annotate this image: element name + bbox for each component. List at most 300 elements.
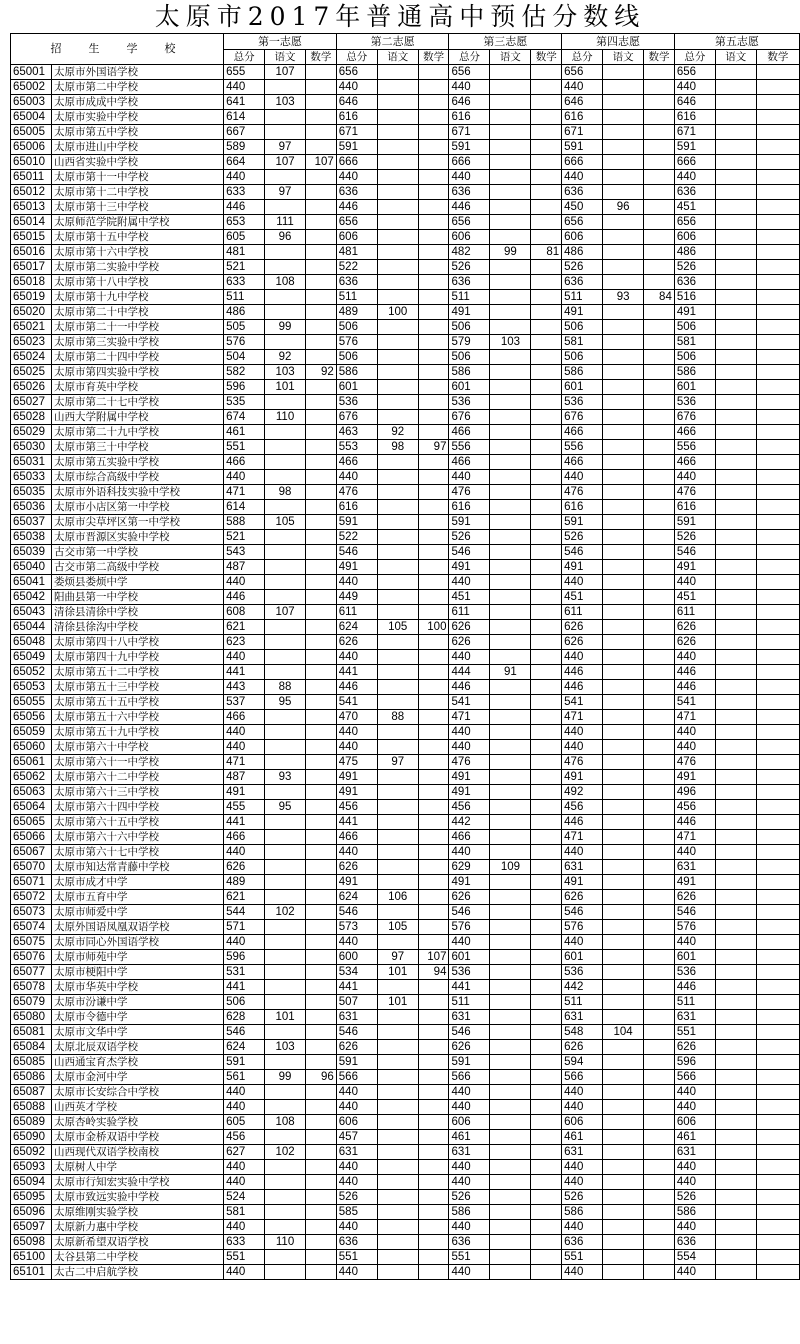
choice-5-total-score: 496 xyxy=(674,785,715,800)
choice-5-math-score xyxy=(756,290,799,305)
school-code: 65085 xyxy=(11,1055,52,1070)
school-name: 太原市第十五中学校 xyxy=(51,230,223,245)
choice-1-total-score: 608 xyxy=(224,605,265,620)
choice-4-math-score xyxy=(644,680,675,695)
choice-5-math-score xyxy=(756,530,799,545)
choice-4-math-score xyxy=(644,965,675,980)
choice-1-total-score: 466 xyxy=(224,455,265,470)
choice-5-total-score: 556 xyxy=(674,440,715,455)
choice-5-math-score xyxy=(756,680,799,695)
choice-1-total-score: 582 xyxy=(224,365,265,380)
choice-1-chinese-score xyxy=(265,575,306,590)
choice-2-total-score: 440 xyxy=(336,740,377,755)
choice-1-math-score xyxy=(306,1205,337,1220)
school-name: 太原市育英中学校 xyxy=(51,380,223,395)
choice-2-chinese-score xyxy=(377,200,418,215)
choice-3-math-score xyxy=(531,965,562,980)
choice-2-total-score: 624 xyxy=(336,620,377,635)
choice-1-math-score xyxy=(306,500,337,515)
choice-5-chinese-score xyxy=(715,800,756,815)
choice-3-total-score: 611 xyxy=(449,605,490,620)
choice-4-total-score: 446 xyxy=(562,680,603,695)
choice-1-chinese-score xyxy=(265,815,306,830)
school-code: 65004 xyxy=(11,110,52,125)
choice-5-chinese-score xyxy=(715,1130,756,1145)
school-code: 65052 xyxy=(11,665,52,680)
choice-4-math-score xyxy=(644,1205,675,1220)
choice-5-math-score xyxy=(756,1085,799,1100)
choice-3-chinese-score xyxy=(490,650,531,665)
choice-4-chinese-score xyxy=(603,830,644,845)
choice-5-math-score xyxy=(756,365,799,380)
choice-5-total-score: 616 xyxy=(674,110,715,125)
school-name: 太原市第四十八中学校 xyxy=(51,635,223,650)
choice-3-chinese-score xyxy=(490,200,531,215)
choice-4-total-score: 440 xyxy=(562,935,603,950)
choice-4-chinese-score xyxy=(603,590,644,605)
choice-5-chinese-score xyxy=(715,785,756,800)
choice-5-math-score xyxy=(756,170,799,185)
choice-5-math-score xyxy=(756,980,799,995)
choice-4-total-score: 581 xyxy=(562,335,603,350)
choice-3-math-score xyxy=(531,395,562,410)
choice-2-total-score: 440 xyxy=(336,650,377,665)
choice-4-math-score xyxy=(644,815,675,830)
school-name: 太原师范学院附属中学校 xyxy=(51,215,223,230)
table-row xyxy=(11,1070,800,1085)
choice-5-chinese-score xyxy=(715,500,756,515)
choice-3-chinese-score xyxy=(490,1205,531,1220)
choice-2-math-score xyxy=(418,1235,449,1250)
choice-1-chinese-score: 103 xyxy=(265,1040,306,1055)
choice-5-chinese-score xyxy=(715,440,756,455)
table-row xyxy=(11,305,800,320)
choice-5-chinese-score xyxy=(715,605,756,620)
choice-1-math-score xyxy=(306,830,337,845)
choice-4-total-score: 491 xyxy=(562,305,603,320)
school-code: 65006 xyxy=(11,140,52,155)
choice-4-chinese-score xyxy=(603,335,644,350)
choice-3-chinese-score xyxy=(490,470,531,485)
choice-3-math-score xyxy=(531,410,562,425)
choice-3-total-score: 471 xyxy=(449,710,490,725)
choice-2-total-score: 440 xyxy=(336,470,377,485)
table-row xyxy=(11,950,800,965)
choice-4-math-score xyxy=(644,485,675,500)
choice-5-total-score: 440 xyxy=(674,725,715,740)
choice-3-total-score: 646 xyxy=(449,95,490,110)
choice-3-math-score xyxy=(531,1070,562,1085)
school-code: 65076 xyxy=(11,950,52,965)
choice-2-total-score: 440 xyxy=(336,170,377,185)
choice-5-total-score: 626 xyxy=(674,620,715,635)
school-name: 太原市第二中学校 xyxy=(51,80,223,95)
choice-2-math-score xyxy=(418,1115,449,1130)
choice-1-math-score xyxy=(306,200,337,215)
choice-3-chinese-score xyxy=(490,410,531,425)
choice-5-chinese-score xyxy=(715,290,756,305)
choice-1-math-score xyxy=(306,515,337,530)
choice-3-math-score xyxy=(531,695,562,710)
school-code: 65041 xyxy=(11,575,52,590)
choice-4-chinese-score xyxy=(603,1055,644,1070)
school-code: 65028 xyxy=(11,410,52,425)
choice-4-chinese-score: 96 xyxy=(603,200,644,215)
choice-2-chinese-score xyxy=(377,1070,418,1085)
choice-4-chinese-score xyxy=(603,65,644,80)
choice-4-math-score xyxy=(644,1070,675,1085)
choice-2-total-score: 511 xyxy=(336,290,377,305)
choice-3-total-score: 606 xyxy=(449,230,490,245)
choice-2-chinese-score xyxy=(377,785,418,800)
choice-3-total-score: 676 xyxy=(449,410,490,425)
choice-3-math-score xyxy=(531,920,562,935)
choice-5-total-score: 676 xyxy=(674,410,715,425)
choice-5-math-score xyxy=(756,410,799,425)
choice-1-chinese-score xyxy=(265,845,306,860)
table-row xyxy=(11,125,800,140)
choice-2-chinese-score xyxy=(377,80,418,95)
choice-1-math-score xyxy=(306,1010,337,1025)
choice-5-total-score: 466 xyxy=(674,425,715,440)
choice-3-chinese-score xyxy=(490,380,531,395)
table-row xyxy=(11,425,800,440)
choice-3-chinese-score xyxy=(490,800,531,815)
choice-3-total-score: 626 xyxy=(449,620,490,635)
choice-2-chinese-score xyxy=(377,1115,418,1130)
choice-4-math-score xyxy=(644,800,675,815)
choice-2-total-score: 441 xyxy=(336,665,377,680)
choice-1-chinese-score: 93 xyxy=(265,770,306,785)
choice-5-total-score: 656 xyxy=(674,215,715,230)
choice-5-total-score: 440 xyxy=(674,470,715,485)
school-code: 65096 xyxy=(11,1205,52,1220)
school-name: 太原市第二十一中学校 xyxy=(51,320,223,335)
choice-3-total-score: 491 xyxy=(449,875,490,890)
choice-3-total-score: 466 xyxy=(449,455,490,470)
choice-3-chinese-score xyxy=(490,995,531,1010)
choice-4-chinese-score xyxy=(603,455,644,470)
choice-1-math-score xyxy=(306,290,337,305)
choice-2-chinese-score xyxy=(377,860,418,875)
choice-3-chinese-score xyxy=(490,935,531,950)
choice-4-total-score: 476 xyxy=(562,755,603,770)
choice-4-chinese-score xyxy=(603,1070,644,1085)
choice-3-chinese-score xyxy=(490,500,531,515)
choice-2-math-score xyxy=(418,455,449,470)
choice-4-chinese-score xyxy=(603,515,644,530)
choice-4-math-score xyxy=(644,1100,675,1115)
choice-2-total-score: 446 xyxy=(336,200,377,215)
school-name: 太原市第六十七中学校 xyxy=(51,845,223,860)
table-body xyxy=(11,65,800,1280)
choice-2-total-score: 475 xyxy=(336,755,377,770)
choice-3-total-score: 631 xyxy=(449,1145,490,1160)
choice-3-total-score: 491 xyxy=(449,770,490,785)
choice-1-total-score: 653 xyxy=(224,215,265,230)
choice-4-chinese-score xyxy=(603,440,644,455)
choice-3-total-score: 441 xyxy=(449,980,490,995)
choice-3-total-score: 476 xyxy=(449,485,490,500)
table-row xyxy=(11,320,800,335)
choice-1-chinese-score: 98 xyxy=(265,485,306,500)
choice-2-chinese-score xyxy=(377,560,418,575)
choice-1-total-score: 489 xyxy=(224,875,265,890)
choice-3-chinese-score xyxy=(490,1160,531,1175)
choice-1-math-score xyxy=(306,710,337,725)
choice-1-total-score: 440 xyxy=(224,1220,265,1235)
choice-5-total-score: 526 xyxy=(674,530,715,545)
choice-3-math-score xyxy=(531,125,562,140)
school-code: 65018 xyxy=(11,275,52,290)
choice-5-chinese-score xyxy=(715,305,756,320)
table-row xyxy=(11,650,800,665)
choice-4-total-score: 656 xyxy=(562,65,603,80)
table-row xyxy=(11,1250,800,1265)
choice-1-math-score xyxy=(306,425,337,440)
choice-1-math-score xyxy=(306,215,337,230)
choice-4-math-score xyxy=(644,635,675,650)
choice-4-chinese-score xyxy=(603,1175,644,1190)
school-name: 山西大学附属中学校 xyxy=(51,410,223,425)
choice-1-chinese-score: 92 xyxy=(265,350,306,365)
choice-1-chinese-score: 102 xyxy=(265,905,306,920)
choice-5-math-score xyxy=(756,485,799,500)
choice-2-chinese-score xyxy=(377,575,418,590)
choice-4-chinese-score xyxy=(603,1145,644,1160)
chinese-score-header: 语文 xyxy=(715,50,756,65)
choice-4-math-score xyxy=(644,845,675,860)
choice-4-math-score xyxy=(644,500,675,515)
choice-2-math-score xyxy=(418,320,449,335)
choice-1-total-score: 633 xyxy=(224,185,265,200)
choice-3-math-score xyxy=(531,860,562,875)
choice-2-math-score xyxy=(418,545,449,560)
chinese-score-header: 语文 xyxy=(490,50,531,65)
choice-4-math-score xyxy=(644,605,675,620)
choice-4-total-score: 606 xyxy=(562,230,603,245)
choice-2-math-score xyxy=(418,1265,449,1280)
choice-2-chinese-score xyxy=(377,245,418,260)
choice-3-total-score: 536 xyxy=(449,965,490,980)
choice-1-chinese-score xyxy=(265,1250,306,1265)
choice-3-chinese-score xyxy=(490,905,531,920)
choice-2-chinese-score xyxy=(377,230,418,245)
choice-4-chinese-score xyxy=(603,275,644,290)
choice-2-math-score xyxy=(418,200,449,215)
choice-4-total-score: 440 xyxy=(562,470,603,485)
choice-4-math-score xyxy=(644,1040,675,1055)
choice-5-chinese-score xyxy=(715,875,756,890)
table-row xyxy=(11,380,800,395)
school-name: 太原市第二十中学校 xyxy=(51,305,223,320)
table-row xyxy=(11,395,800,410)
choice-1-math-score xyxy=(306,1145,337,1160)
choice-5-total-score: 626 xyxy=(674,890,715,905)
choice-1-chinese-score: 96 xyxy=(265,230,306,245)
choice-2-chinese-score xyxy=(377,815,418,830)
choice-2-total-score: 476 xyxy=(336,485,377,500)
choice-3-total-score: 491 xyxy=(449,785,490,800)
choice-4-total-score: 491 xyxy=(562,875,603,890)
choice-4-total-score: 440 xyxy=(562,725,603,740)
school-name: 太原市成成中学校 xyxy=(51,95,223,110)
choice-3-chinese-score xyxy=(490,1235,531,1250)
school-code: 65090 xyxy=(11,1130,52,1145)
choice-3-math-score xyxy=(531,950,562,965)
choice-3-math-score xyxy=(531,1115,562,1130)
choice-3-total-score: 636 xyxy=(449,275,490,290)
school-name: 古交市第一中学校 xyxy=(51,545,223,560)
table-row xyxy=(11,920,800,935)
table-row xyxy=(11,95,800,110)
choice-4-total-score: 526 xyxy=(562,260,603,275)
choice-5-chinese-score xyxy=(715,95,756,110)
school-code: 65070 xyxy=(11,860,52,875)
choice-1-chinese-score: 108 xyxy=(265,1115,306,1130)
choice-3-math-score xyxy=(531,320,562,335)
choice-4-math-score xyxy=(644,140,675,155)
choice-1-total-score: 674 xyxy=(224,410,265,425)
choice-2-total-score: 441 xyxy=(336,815,377,830)
choice-5-total-score: 601 xyxy=(674,950,715,965)
choice-1-total-score: 621 xyxy=(224,620,265,635)
choice-5-total-score: 471 xyxy=(674,710,715,725)
choice-3-total-score: 536 xyxy=(449,395,490,410)
school-code: 65003 xyxy=(11,95,52,110)
choice-4-total-score: 541 xyxy=(562,695,603,710)
choice-2-total-score: 440 xyxy=(336,575,377,590)
choice-5-total-score: 446 xyxy=(674,815,715,830)
choice-5-chinese-score xyxy=(715,230,756,245)
school-name: 太原市第五十六中学校 xyxy=(51,710,223,725)
table-row xyxy=(11,1235,800,1250)
table-row xyxy=(11,890,800,905)
choice-2-total-score: 441 xyxy=(336,980,377,995)
choice-1-math-score xyxy=(306,680,337,695)
choice-2-math-score xyxy=(418,350,449,365)
cutoff-score-table xyxy=(10,33,800,1280)
choice-5-total-score: 440 xyxy=(674,845,715,860)
choice-3-chinese-score xyxy=(490,785,531,800)
choice-1-chinese-score xyxy=(265,335,306,350)
choice-1-total-score: 551 xyxy=(224,440,265,455)
choice-3-math-score xyxy=(531,305,562,320)
choice-3-total-score: 601 xyxy=(449,950,490,965)
choice-3-chinese-score xyxy=(490,1055,531,1070)
choice-3-chinese-score xyxy=(490,710,531,725)
choice-3-math-score xyxy=(531,1040,562,1055)
choice-2-math-score xyxy=(418,845,449,860)
choice-3-chinese-score xyxy=(490,65,531,80)
choice-3-chinese-score xyxy=(490,560,531,575)
choice-1-chinese-score: 108 xyxy=(265,275,306,290)
choice-2-total-score: 449 xyxy=(336,590,377,605)
choice-1-math-score xyxy=(306,80,337,95)
choice-1-math-score xyxy=(306,470,337,485)
choice-5-math-score xyxy=(756,590,799,605)
choice-5-chinese-score xyxy=(715,620,756,635)
choice-1-total-score: 633 xyxy=(224,275,265,290)
choice-3-math-score xyxy=(531,65,562,80)
choice-3-math-score xyxy=(531,710,562,725)
choice-5-math-score xyxy=(756,1145,799,1160)
choice-2-total-score: 636 xyxy=(336,275,377,290)
choice-2-math-score xyxy=(418,590,449,605)
choice-5-math-score xyxy=(756,935,799,950)
choice-2-chinese-score xyxy=(377,1205,418,1220)
choice-1-chinese-score xyxy=(265,755,306,770)
choice-1-total-score: 589 xyxy=(224,140,265,155)
school-code: 65093 xyxy=(11,1160,52,1175)
choice-4-math-score xyxy=(644,455,675,470)
school-code: 65013 xyxy=(11,200,52,215)
choice-5-total-score: 440 xyxy=(674,1160,715,1175)
table-row xyxy=(11,335,800,350)
choice-4-total-score: 551 xyxy=(562,1250,603,1265)
choice-4-total-score: 586 xyxy=(562,1205,603,1220)
choice-1-total-score: 544 xyxy=(224,905,265,920)
choice-2-math-score xyxy=(418,425,449,440)
choice-4-chinese-score xyxy=(603,680,644,695)
choice-2-chinese-score xyxy=(377,1085,418,1100)
choice-5-chinese-score xyxy=(715,1175,756,1190)
choice-5-math-score xyxy=(756,815,799,830)
choice-1-total-score: 596 xyxy=(224,950,265,965)
choice-4-chinese-score xyxy=(603,545,644,560)
choice-1-header: 第一志愿 xyxy=(224,34,337,50)
choice-1-chinese-score xyxy=(265,125,306,140)
choice-3-math-score xyxy=(531,260,562,275)
choice-5-math-score xyxy=(756,1055,799,1070)
school-code: 65016 xyxy=(11,245,52,260)
school-code: 65060 xyxy=(11,740,52,755)
total-score-header: 总分 xyxy=(562,50,603,65)
choice-3-total-score: 440 xyxy=(449,1100,490,1115)
choice-4-total-score: 442 xyxy=(562,980,603,995)
choice-4-chinese-score xyxy=(603,1205,644,1220)
choice-4-math-score xyxy=(644,1055,675,1070)
table-row xyxy=(11,1205,800,1220)
choice-4-math-score xyxy=(644,1235,675,1250)
school-code: 65088 xyxy=(11,1100,52,1115)
choice-2-total-score: 491 xyxy=(336,560,377,575)
choice-2-math-score xyxy=(418,665,449,680)
choice-2-chinese-score: 92 xyxy=(377,425,418,440)
choice-5-chinese-score xyxy=(715,110,756,125)
choice-3-chinese-score: 91 xyxy=(490,665,531,680)
choice-1-math-score xyxy=(306,260,337,275)
choice-3-math-score xyxy=(531,845,562,860)
choice-2-math-score xyxy=(418,710,449,725)
choice-1-total-score: 605 xyxy=(224,230,265,245)
choice-1-math-score xyxy=(306,1115,337,1130)
chinese-score-header: 语文 xyxy=(377,50,418,65)
choice-2-chinese-score xyxy=(377,875,418,890)
choice-2-math-score xyxy=(418,785,449,800)
choice-3-chinese-score xyxy=(490,485,531,500)
school-code: 65043 xyxy=(11,605,52,620)
choice-2-total-score: 601 xyxy=(336,380,377,395)
choice-2-total-score: 536 xyxy=(336,395,377,410)
choice-2-chinese-score xyxy=(377,1130,418,1145)
choice-2-total-score: 631 xyxy=(336,1145,377,1160)
choice-1-total-score: 614 xyxy=(224,110,265,125)
choice-5-chinese-score xyxy=(715,380,756,395)
school-name: 太原市同心外国语学校 xyxy=(51,935,223,950)
choice-1-total-score: 487 xyxy=(224,560,265,575)
choice-1-math-score xyxy=(306,1025,337,1040)
